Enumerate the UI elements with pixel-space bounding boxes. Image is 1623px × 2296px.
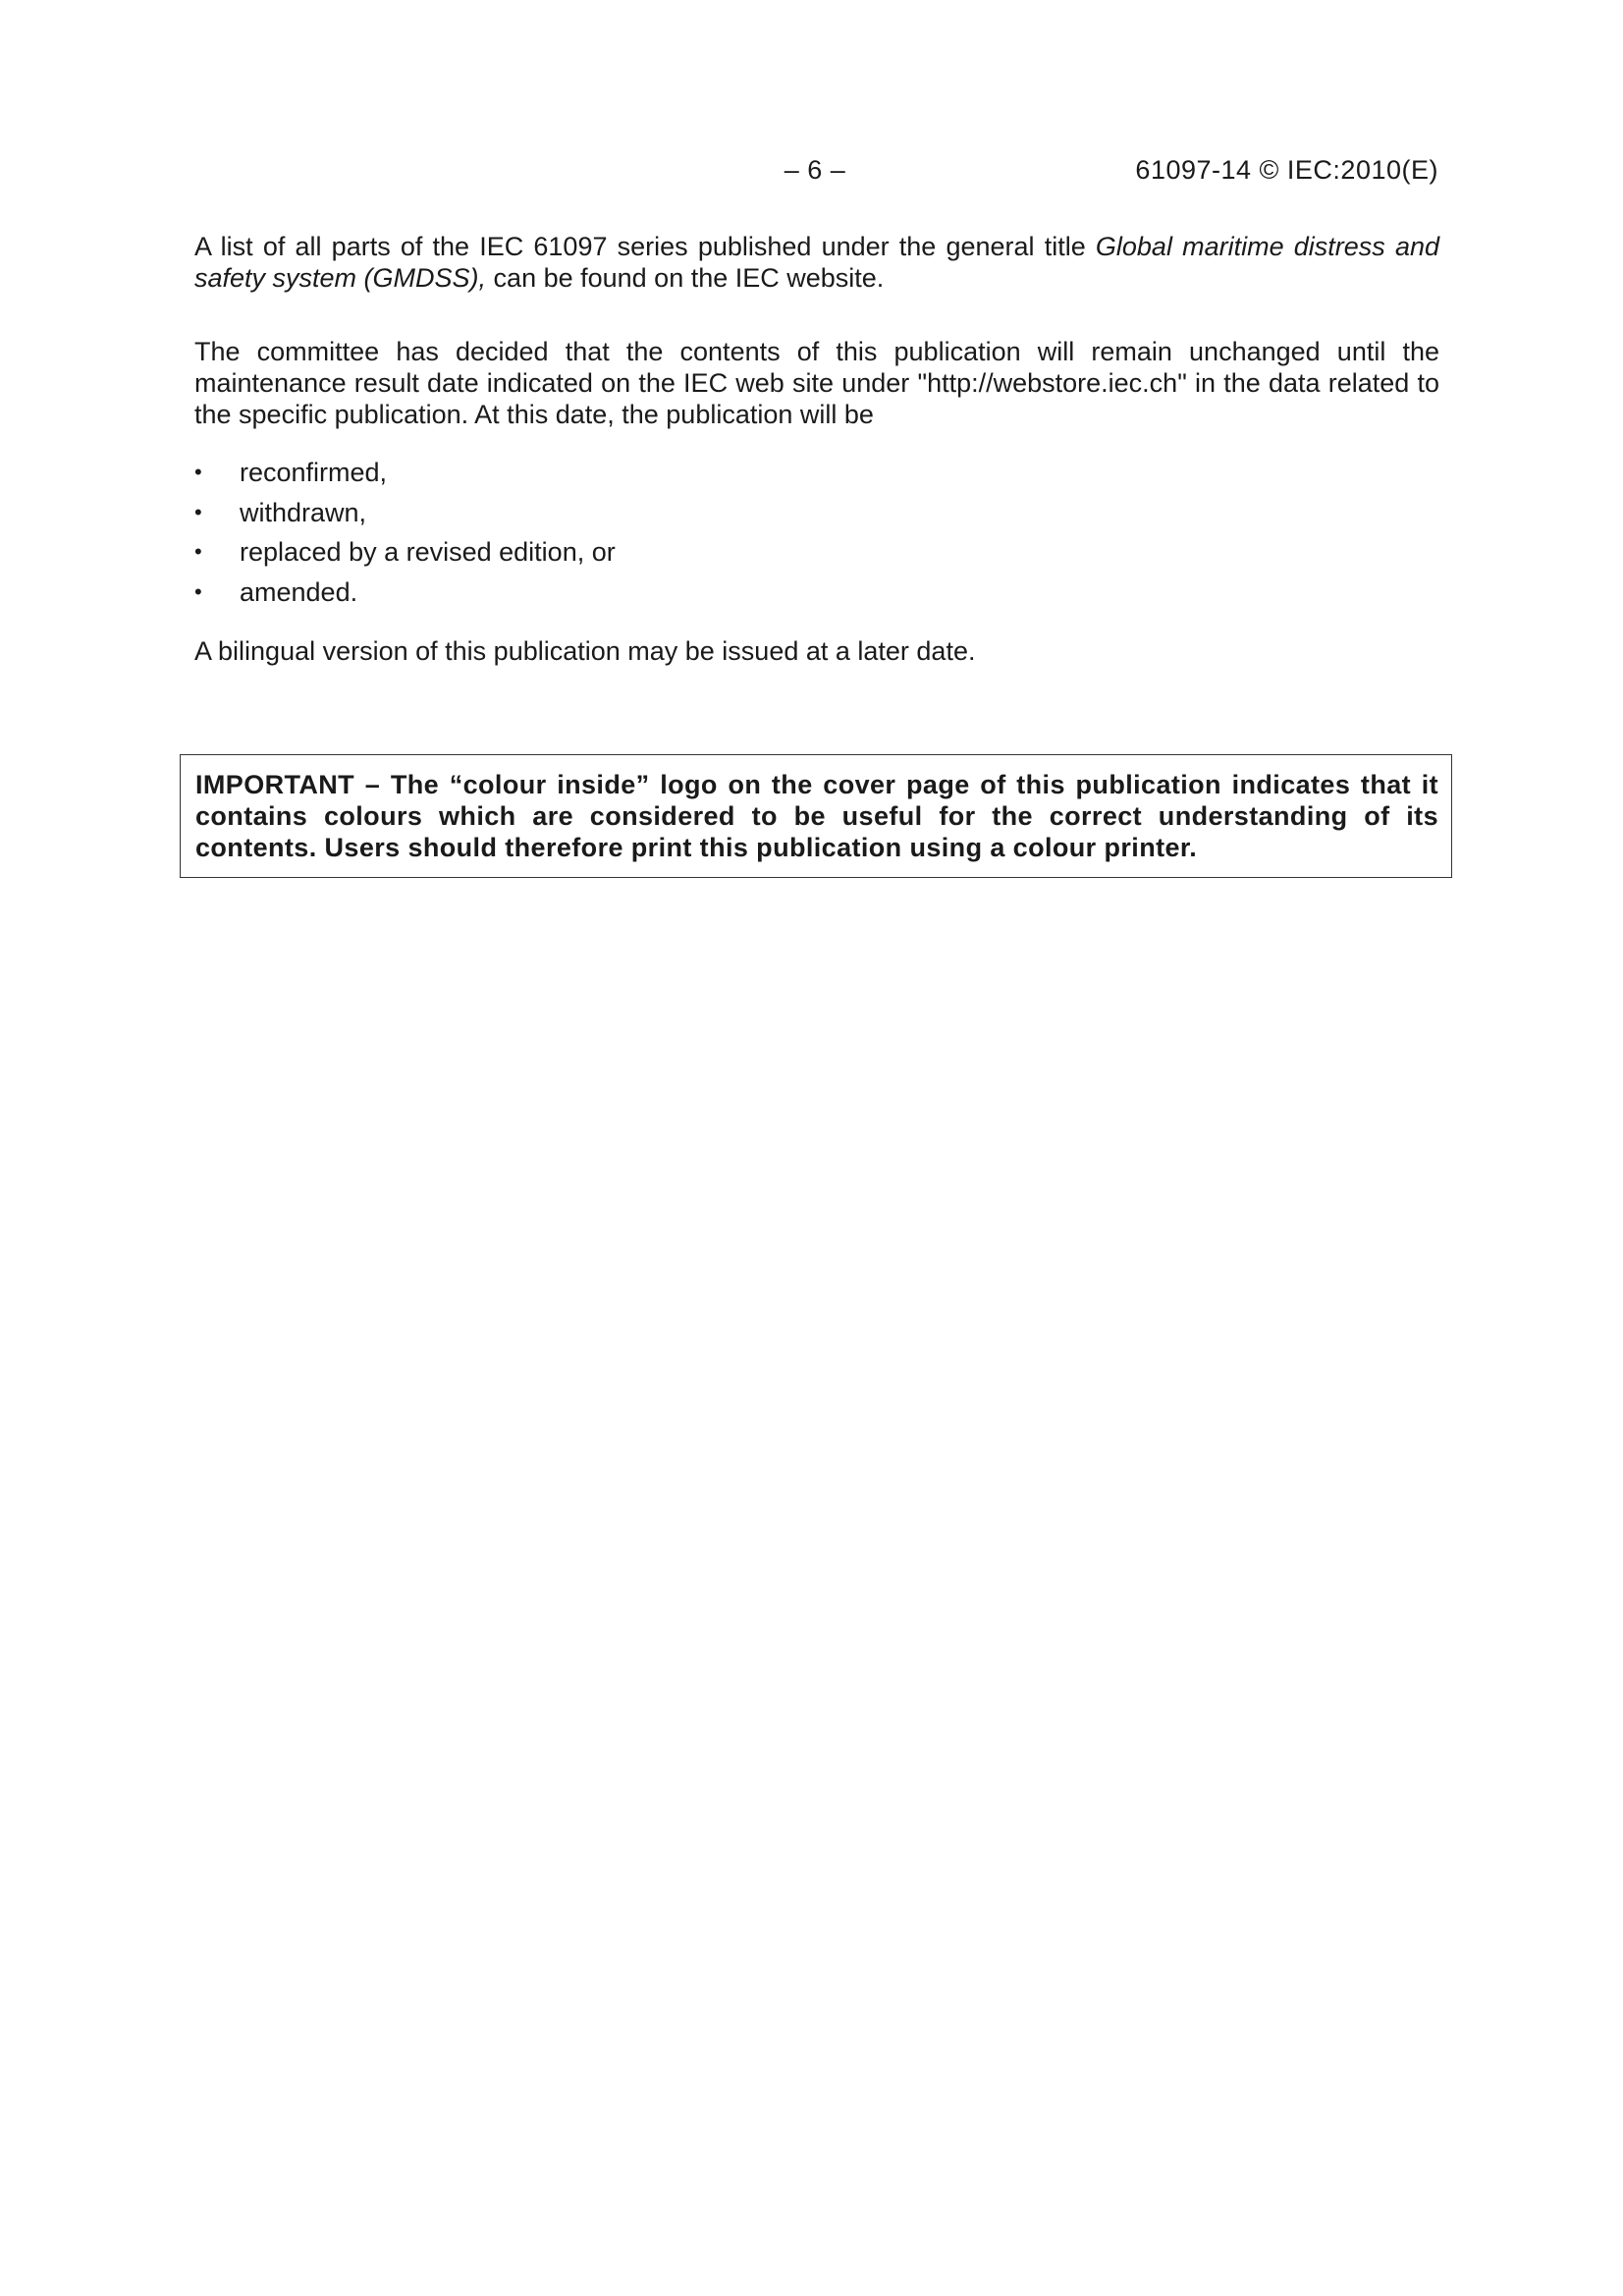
list-item <box>194 576 616 617</box>
important-notice-box <box>180 754 1452 878</box>
page-number: – 6 – <box>784 155 846 185</box>
list-item <box>194 536 616 576</box>
bullet-icon: • <box>194 499 202 524</box>
list-item-text: reconfirmed, <box>240 458 388 487</box>
list-item-text: withdrawn, <box>240 497 367 527</box>
list-item <box>194 457 616 497</box>
paragraph-series-parts-lead: A list of all parts of the IEC 61097 series published under the general title <box>194 232 1096 261</box>
paragraph-bilingual: A bilingual version of this publication may be issued at a later date. <box>194 636 976 666</box>
series-title-italic: Global maritime distress and safety system (GMDSS), <box>194 232 1439 293</box>
bullet-icon: • <box>194 539 202 564</box>
paragraph-series-parts-tail: can be found on the IEC website. <box>486 263 885 293</box>
paragraph-series-parts <box>194 231 1439 294</box>
bullet-icon: • <box>194 578 202 604</box>
document-reference: 61097-14 © IEC:2010(E) <box>1135 155 1438 185</box>
list-item-text: amended. <box>240 576 358 607</box>
outcome-list <box>194 457 616 616</box>
list-item-text: replaced by a revised edition, or <box>240 537 616 567</box>
bullet-icon: • <box>194 460 202 484</box>
important-notice-text: IMPORTANT – The “colour inside” logo on the cover page of this publication indicates that it contains colours which are considered to be useful for the correct understanding of its contents. Users should therefore print this publication using a colour printer. <box>195 770 1438 862</box>
paragraph-maintenance: The committee has decided that the contents of this publication will remain unchanged until the maintenance result date indicated on the IEC web site under "http://webstore.iec.ch" in the data related to the specific publication. At this date, the publication will be <box>194 337 1439 429</box>
list-item <box>194 497 616 537</box>
